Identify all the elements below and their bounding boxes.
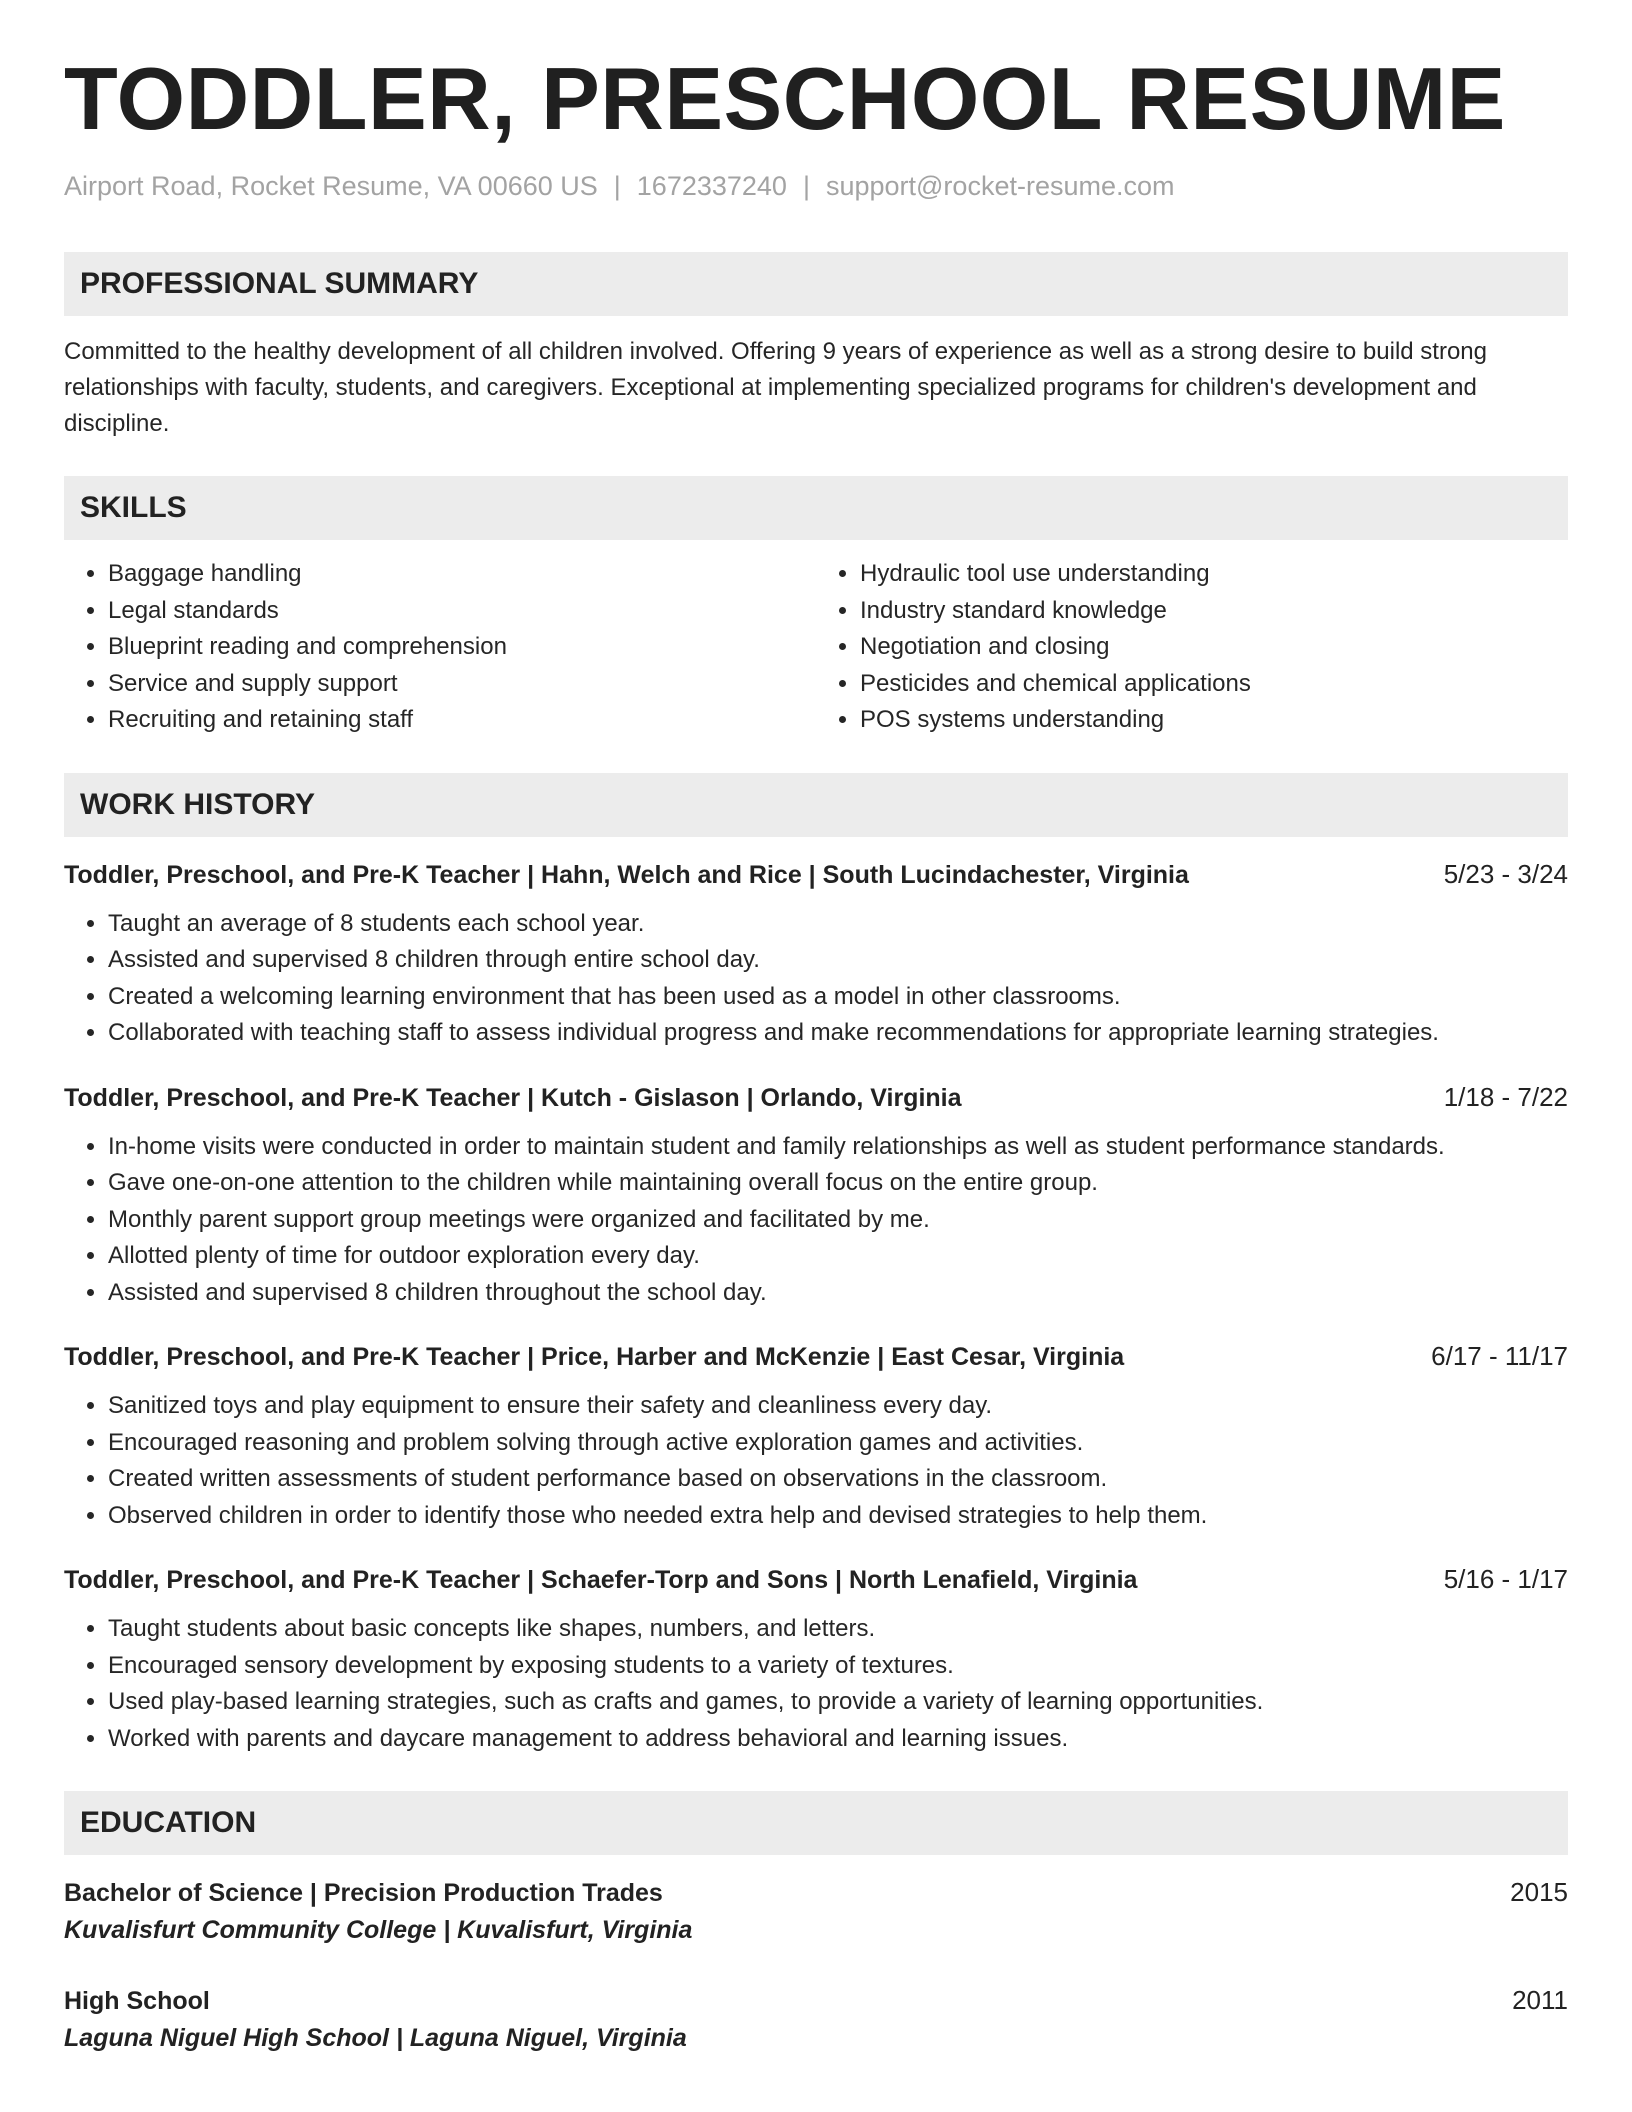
skill-item: • Industry standard knowledge [860, 593, 1568, 630]
job-entry [64, 859, 1568, 1052]
job-title: Toddler, Preschool, and Pre-K Teacher | Schaefer-Torp and Sons | North Lenafield, Virginia [64, 1566, 1138, 1594]
education-entry [64, 1877, 1568, 1945]
skills-heading: SKILLS [64, 476, 1568, 540]
skills-column-left [64, 556, 816, 739]
education-entry [64, 1985, 1568, 2053]
skill-item: • Service and supply support [108, 666, 816, 703]
job-dates: 5/16 - 1/17 [1443, 1564, 1568, 1594]
education-year: 2011 [1512, 1985, 1568, 2015]
list-item: • Gave one-on-one attention to the children while maintaining overall focus on the entire group. [108, 1165, 1568, 1202]
job-header [64, 859, 1568, 890]
education-header [64, 1877, 1568, 1908]
email: support@rocket-resume.com [825, 171, 1175, 201]
education-school: Kuvalisfurt Community College | Kuvalisfurt, Virginia [64, 1916, 693, 1944]
education-header [64, 1985, 1568, 2016]
job-header [64, 1082, 1568, 1113]
list-item: • Taught students about basic concepts like shapes, numbers, and letters. [108, 1611, 1568, 1648]
education-year: 2015 [1510, 1877, 1568, 1907]
job-entry [64, 1082, 1568, 1312]
skill-item: • Legal standards [108, 593, 816, 630]
list-item: • Created written assessments of student performance based on observations in the classroom. [108, 1461, 1568, 1498]
skills-column-right [816, 556, 1568, 739]
list-item: • Assisted and supervised 8 children through entire school day. [108, 942, 1568, 979]
job-entry [64, 1341, 1568, 1534]
skill-item: • Hydraulic tool use understanding [860, 556, 1568, 593]
skill-item: • Pesticides and chemical applications [860, 666, 1568, 703]
list-item: • Taught an average of 8 students each school year. [108, 906, 1568, 943]
education-degree: High School [64, 1987, 210, 2015]
job-title: Toddler, Preschool, and Pre-K Teacher | Kutch - Gislason | Orlando, Virginia [64, 1083, 962, 1112]
list-item: • Collaborated with teaching staff to assess individual progress and make recommendations for appropriate learning strategies. [108, 1015, 1568, 1052]
list-item: • Created a welcoming learning environment that has been used as a model in other classrooms. [108, 979, 1568, 1016]
education-heading: EDUCATION [64, 1791, 1568, 1855]
job-header [64, 1564, 1568, 1595]
job-dates: 5/23 - 3/24 [1443, 858, 1568, 889]
job-bullets [64, 906, 1568, 1052]
education-school: Laguna Niguel High School | Laguna Niguel, Virginia [64, 2024, 687, 2052]
list-item: • Sanitized toys and play equipment to ensure their safety and cleanliness every day. [108, 1388, 1568, 1425]
education-degree: Bachelor of Science | Precision Production Trades [64, 1879, 663, 1907]
list-item: • Observed children in order to identify those who needed extra help and devised strategies to help them. [108, 1498, 1568, 1535]
summary-heading: PROFESSIONAL SUMMARY [64, 252, 1568, 316]
list-item: • Used play-based learning strategies, such as crafts and games, to provide a variety of learning opportunities. [108, 1684, 1568, 1721]
job-header [64, 1341, 1568, 1372]
job-dates: 1/18 - 7/22 [1443, 1081, 1568, 1112]
contact-separator: | [802, 171, 810, 201]
job-bullets [64, 1129, 1568, 1312]
job-title: Toddler, Preschool, and Pre-K Teacher | Hahn, Welch and Rice | South Lucindachester, Virginia [64, 860, 1189, 889]
contact-separator: | [613, 171, 621, 201]
page-title: TODDLER, PRESCHOOL RESUME [64, 49, 1506, 148]
phone: 1672337240 [636, 171, 787, 201]
skill-item: • Recruiting and retaining staff [108, 702, 816, 739]
job-bullets [64, 1388, 1568, 1534]
list-item: • Encouraged sensory development by exposing students to a variety of textures. [108, 1648, 1568, 1685]
list-item: • In-home visits were conducted in order to maintain student and family relationships as well as student performance standards. [108, 1129, 1568, 1166]
job-bullets [64, 1611, 1568, 1757]
summary-text: Committed to the healthy development of all children involved. Offering 9 years of experience as well as a strong desire to build strong relationships with faculty, students, and caregivers. Exceptional at implementing specialized programs for children's development and discipline. [64, 338, 1487, 437]
skill-item: • Blueprint reading and comprehension [108, 629, 816, 666]
job-title: Toddler, Preschool, and Pre-K Teacher | Price, Harber and McKenzie | East Cesar, Virginia [64, 1343, 1125, 1371]
work-history-heading: WORK HISTORY [64, 773, 1568, 837]
list-item: • Allotted plenty of time for outdoor exploration every day. [108, 1238, 1568, 1275]
list-item: • Worked with parents and daycare management to address behavioral and learning issues. [108, 1721, 1568, 1758]
skill-item: • Negotiation and closing [860, 629, 1568, 666]
list-item: • Assisted and supervised 8 children throughout the school day. [108, 1275, 1568, 1312]
list-item: • Encouraged reasoning and problem solving through active exploration games and activities. [108, 1425, 1568, 1462]
job-dates: 6/17 - 11/17 [1431, 1341, 1568, 1371]
address: Airport Road, Rocket Resume, VA 00660 US [64, 171, 598, 201]
skill-item: • Baggage handling [108, 556, 816, 593]
list-item: • Monthly parent support group meetings were organized and facilitated by me. [108, 1202, 1568, 1239]
job-entry [64, 1564, 1568, 1757]
contact-line [64, 171, 1568, 202]
skill-item: • POS systems understanding [860, 702, 1568, 739]
skills-list [64, 556, 1568, 739]
